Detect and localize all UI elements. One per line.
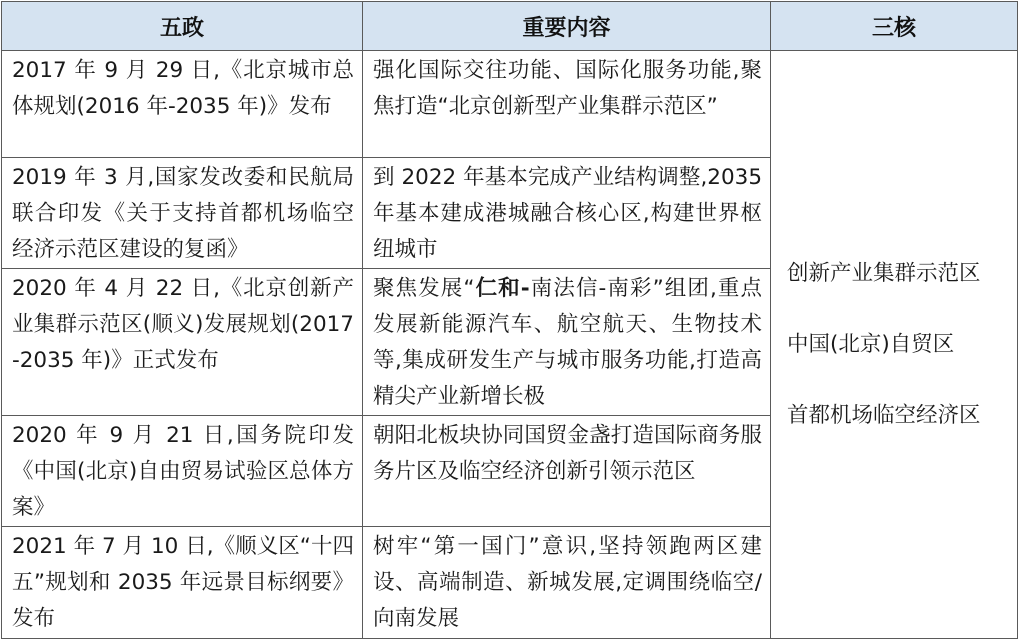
core-item-innovation-cluster: 创新产业集群示范区 [787, 260, 981, 286]
content-cell [363, 416, 771, 527]
policy-cell [2, 527, 363, 639]
core-item-free-trade-zone: 中国(北京)自贸区 [787, 331, 955, 357]
content-text-part: 聚焦发展“ [373, 276, 475, 301]
table-row [2, 51, 1018, 158]
policy-cell [2, 51, 363, 158]
content-text-part: 到 2022 年基本完成产业结构调整,2035 年基本建成港城融合核心区,构建世界枢纽城市 [373, 165, 762, 262]
core-item-airport-economic-zone: 首都机场临空经济区 [787, 402, 981, 428]
policy-cell [2, 158, 363, 269]
content-text-part: 强化国际交往功能、国际化服务功能,聚焦打造“北京创新型产业集群示范区” [373, 58, 762, 119]
content-cell [363, 269, 771, 416]
header-key-content: 重要内容 [363, 2, 771, 51]
content-text [363, 269, 770, 415]
content-cell [363, 158, 771, 269]
content-text-bold-part: 仁和- [474, 276, 530, 301]
content-cell [363, 527, 771, 639]
policy-cell [2, 269, 363, 416]
content-cell [363, 51, 771, 158]
policy-text: 2020 年 9 月 21 日,国务院印发《中国(北京)自由贸易试验区总体方案》 [12, 423, 354, 520]
policy-text: 2020 年 4 月 22 日,《北京创新产业集群示范区(顺义)发展规划(2017-2035 年)》正式发布 [12, 276, 354, 373]
policy-text: 2019 年 3 月,国家发改委和民航局联合印发《关于支持首都机场临空经济示范区建设的复函》 [12, 165, 354, 262]
policy-text: 2017 年 9 月 29 日,《北京城市总体规划(2016 年-2035 年)》发布 [12, 58, 354, 119]
content-text [363, 416, 770, 490]
content-text-part: 朝阳北板块协同国贸金盏打造国际商务服务片区及临空经济创新引领示范区 [373, 423, 762, 484]
table-header-row [2, 2, 1018, 51]
policy-table [1, 1, 1018, 639]
content-text [363, 158, 770, 268]
policy-text: 2021 年 7 月 10 日,《顺义区“十四五”规划和 2035 年远景目标纲要》发布 [12, 534, 354, 631]
content-text-part: 南法信-南彩”组团,重点发展新能源汽车、航空航天、生物技术等,集成研发生产与城市服务功能,打造高精尖产业新增长极 [373, 276, 763, 409]
cores-cell [771, 51, 1018, 639]
policy-cell [2, 416, 363, 527]
content-text [363, 51, 770, 125]
header-three-cores: 三核 [771, 2, 1018, 51]
content-text-part: 树牢“第一国门”意识,坚持领跑两区建设、高端制造、新城发展,定调围绕临空/向南发展 [373, 534, 762, 631]
content-text [363, 527, 770, 637]
cores-list [771, 256, 1017, 434]
header-five-policies: 五政 [2, 2, 363, 51]
